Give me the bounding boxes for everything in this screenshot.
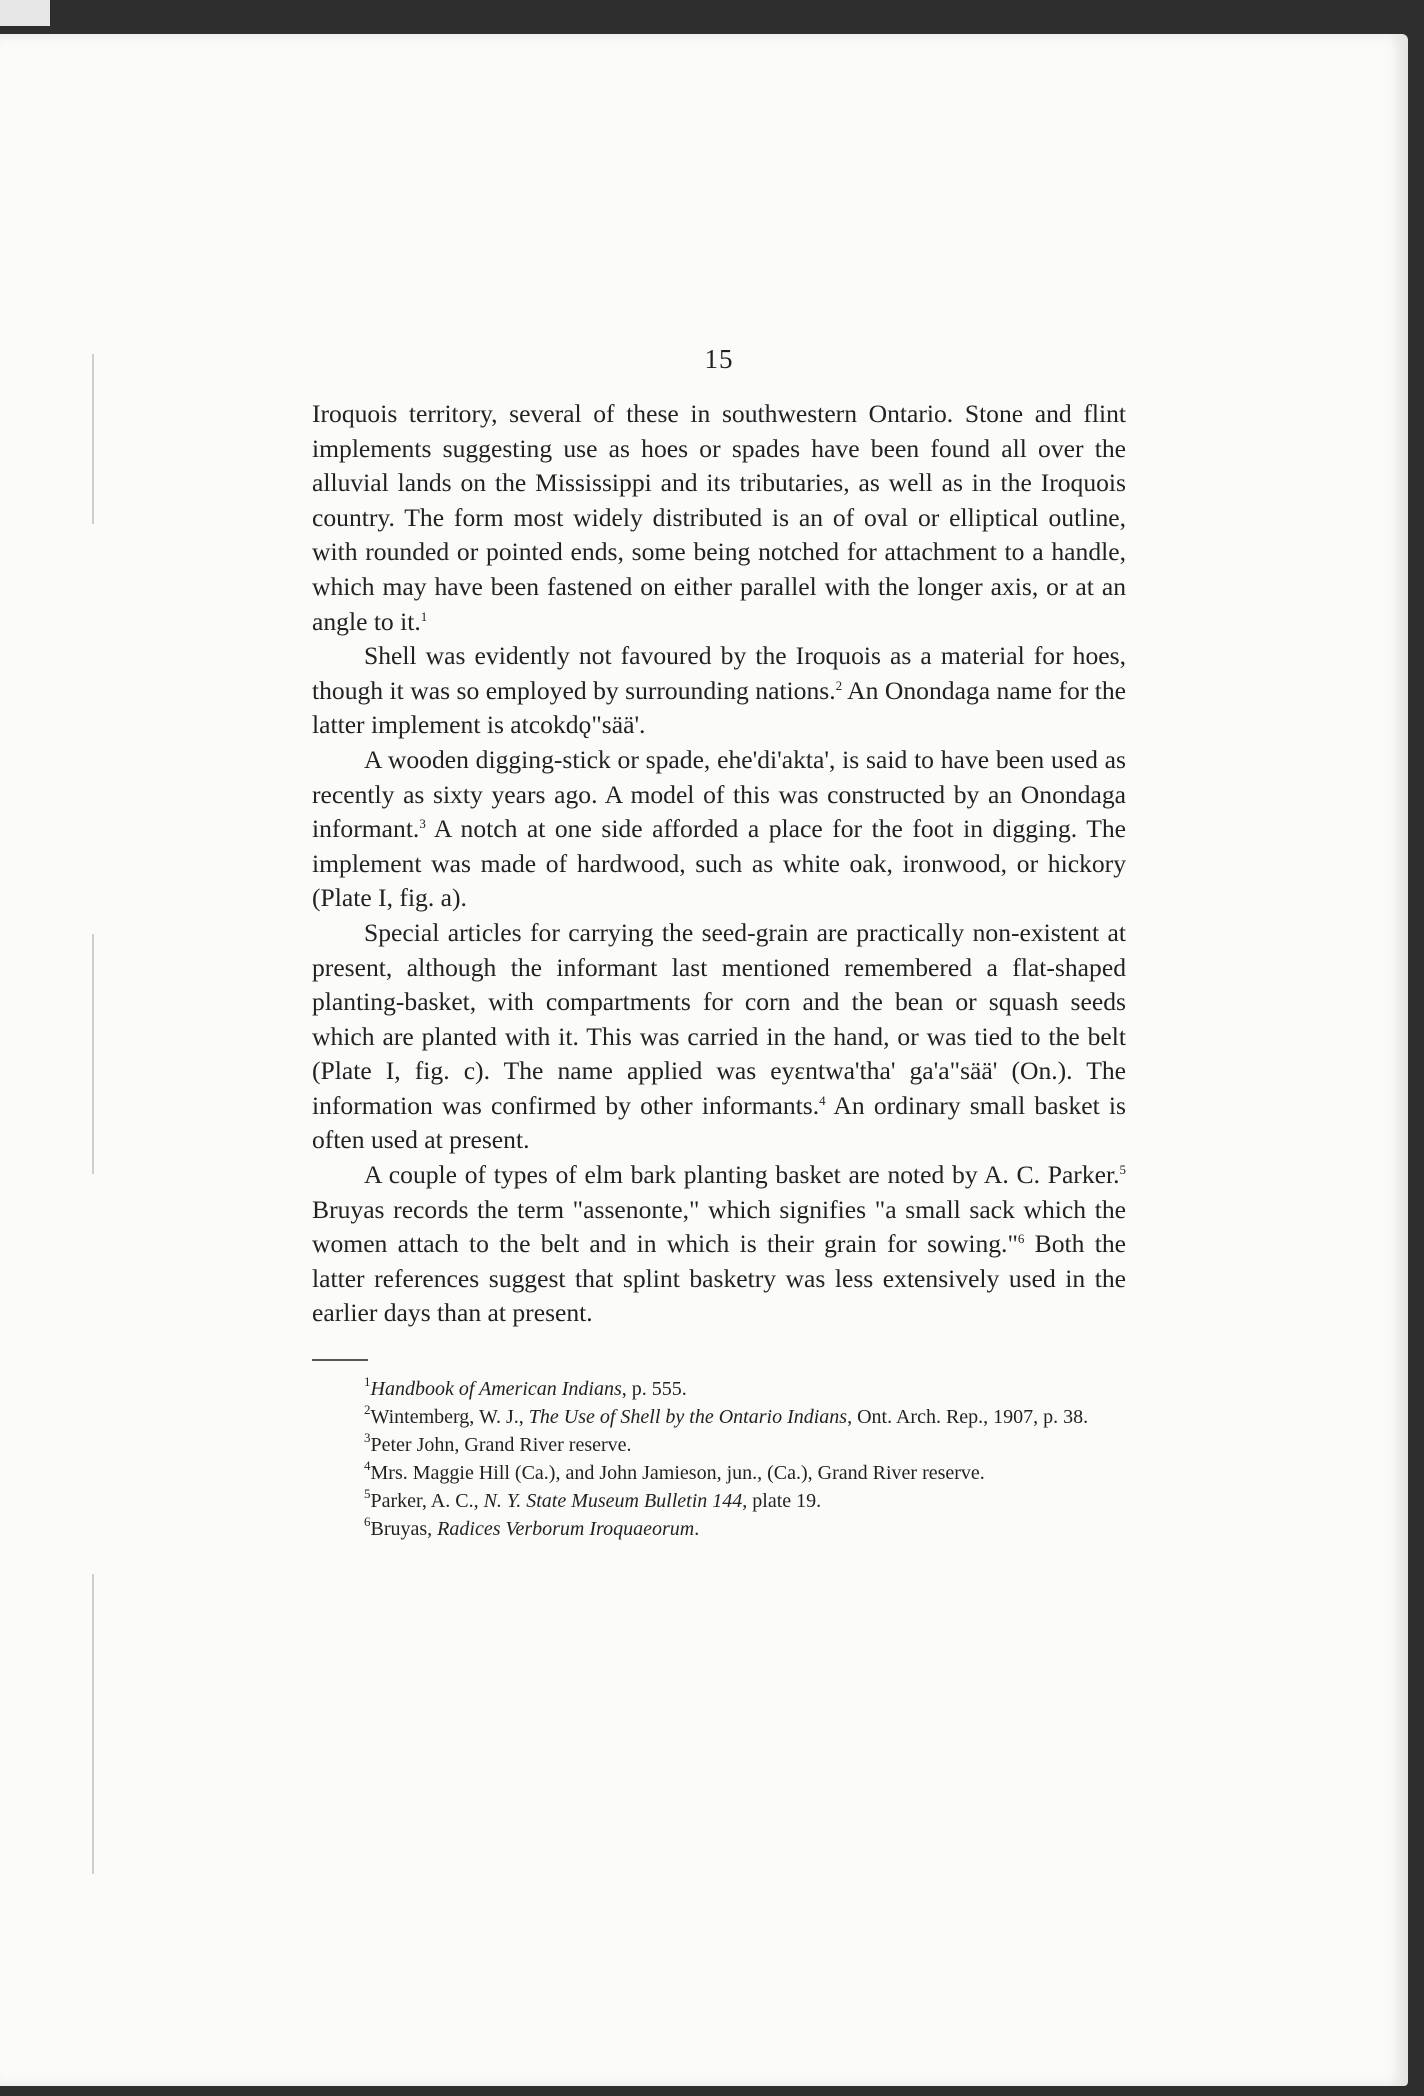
- paragraph: [312, 639, 1126, 743]
- italic-title: N. Y. State Museum Bulletin 144: [483, 1490, 743, 1513]
- text-run: , Ont. Arch. Rep., 1907, p. 38.: [847, 1406, 1089, 1429]
- footnote: [312, 1515, 1126, 1543]
- text-run: Bruyas records the term "assenonte," which signifies "a small sack which the women attach to the belt and in which is their grain for sowing.": [312, 1194, 1126, 1259]
- binding-mark: [92, 354, 94, 524]
- text-run: A couple of types of elm bark planting basket are noted by A. C. Parker.: [364, 1160, 1120, 1190]
- book-page: [0, 34, 1408, 2086]
- binding-mark: [92, 934, 94, 1174]
- footnote: [312, 1431, 1126, 1459]
- italic-title: Radices Verborum Iroquaeorum: [437, 1518, 695, 1541]
- footnotes: [312, 1375, 1126, 1543]
- text-run: , plate 19.: [742, 1490, 822, 1513]
- text-run: Bruyas,: [370, 1518, 438, 1541]
- footnote-ref: 4: [819, 1092, 826, 1108]
- footnote-ref: 6: [364, 1514, 371, 1530]
- footnote-ref: 1: [420, 608, 428, 624]
- paragraph: [312, 743, 1126, 916]
- binding-mark: [92, 1574, 94, 1874]
- text-run: Mrs. Maggie Hill (Ca.), and John Jamieson, jun., (Ca.), Grand River reserve.: [370, 1462, 985, 1485]
- page-content: [312, 344, 1126, 1543]
- text-run: Iroquois territory, several of these in southwestern Ontario. Stone and flint implements suggesting use as hoes or spades have been found all over the alluvial lands on the Mississippi and its tributaries, as well as in the Iroquois country. The form most widely distributed is an of oval or elliptical outline, with rounded or pointed ends, some being notched for attachment to a handle, which may have been fastened on either parallel with the longer axis, or at an angle to it.: [312, 399, 1126, 636]
- page-number: 15: [704, 344, 734, 374]
- paragraph: [312, 397, 1126, 639]
- italic-title: The Use of Shell by the Ontario Indians: [528, 1406, 848, 1429]
- text-run: Parker, A. C.,: [370, 1490, 484, 1513]
- footnote: [312, 1403, 1126, 1431]
- footnote-ref: 1: [364, 1374, 371, 1390]
- text-run: An Onondaga name for the latter implement is atcokdǫ"sää'.: [312, 675, 1126, 740]
- text-run: A wooden digging-stick or spade, ehe'di'akta', is said to have been used as recently as sixty years ago. A model of this was constructed by an Onondaga informant.: [312, 744, 1126, 844]
- footnote: [312, 1459, 1126, 1487]
- footnote-ref: 4: [364, 1458, 371, 1474]
- text-run: , p. 555.: [621, 1378, 687, 1401]
- text-run: Both the latter references suggest that splint basketry was less extensively used in the earlier days than at present.: [312, 1229, 1126, 1328]
- italic-title: Handbook of American Indians: [370, 1378, 622, 1401]
- text-run: .: [694, 1518, 700, 1541]
- text-run: A notch at one side afforded a place for the foot in digging. The implement was made of hardwood, such as white oak, ironwood, or hickory (Plate I, fig. a).: [312, 814, 1126, 913]
- footnote-ref: 5: [364, 1486, 371, 1502]
- body-text: [312, 397, 1126, 1331]
- scan-edge-strip: [0, 0, 50, 26]
- footnote-ref: 2: [835, 677, 843, 693]
- paragraph: [312, 916, 1126, 1158]
- footnote-ref: 3: [364, 1430, 371, 1446]
- text-run: Special articles for carrying the seed-grain are practically non-existent at present, although the informant last mentioned remembered a flat-shaped planting-basket, with compartments for corn and the bean or squash seeds which are planted with it. This was carried in the hand, or was tied to the belt (Plate I, fig. c). The name applied was eyɛntwa'tha' ga'a"sää' (On.). The information was confirmed by other informants.: [312, 917, 1126, 1120]
- paragraph: [312, 1158, 1126, 1331]
- footnote: [312, 1487, 1126, 1515]
- text-run: Peter John, Grand River reserve.: [370, 1434, 632, 1457]
- footnote-ref: 3: [419, 816, 426, 832]
- footnote-rule: [312, 1359, 368, 1361]
- footnote: [312, 1375, 1126, 1403]
- footnote-ref: 2: [364, 1402, 371, 1418]
- text-run: Shell was evidently not favoured by the Iroquois as a material for hoes, though it was so employed by surrounding nations.: [312, 641, 1126, 705]
- text-run: Wintemberg, W. J.,: [370, 1406, 529, 1429]
- text-run: An ordinary small basket is often used at present.: [312, 1090, 1126, 1155]
- footnote-ref: 5: [1119, 1162, 1126, 1178]
- footnote-ref: 6: [1017, 1231, 1025, 1247]
